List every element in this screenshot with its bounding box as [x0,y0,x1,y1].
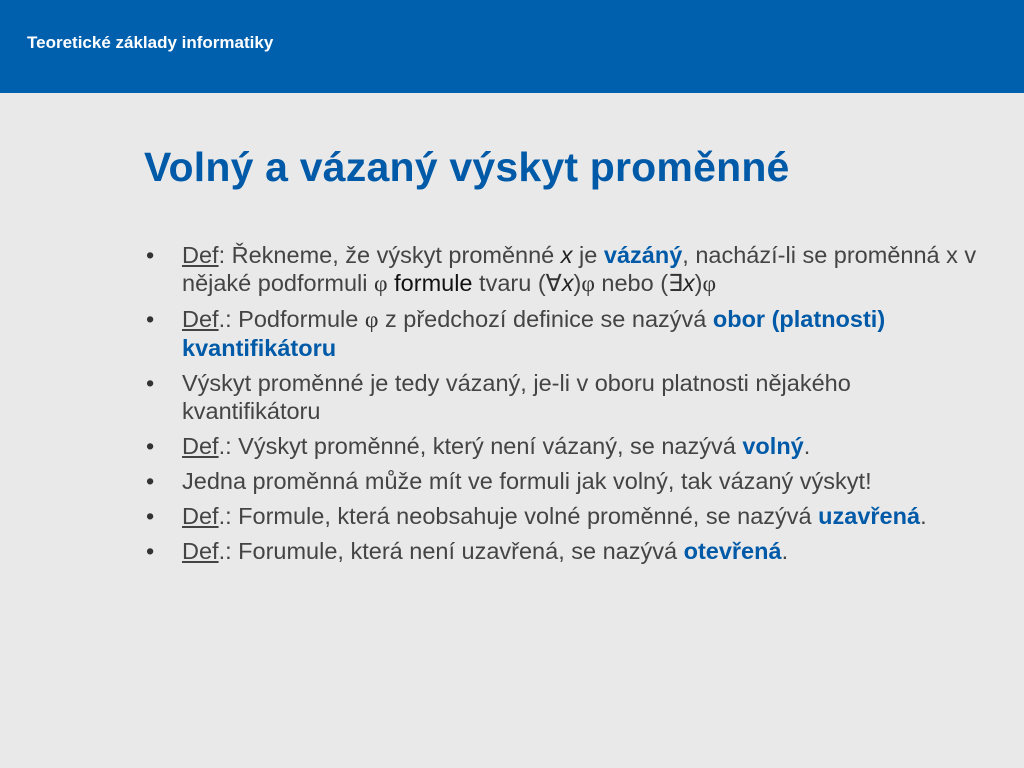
bullet-marker: • [146,538,155,564]
term-free: volný [742,433,804,459]
bullet-text: .: Výskyt proměnné, který není vázaný, se nazývá [218,433,743,459]
phi-symbol: φ [374,271,388,297]
bullet-text: .: Forumule, která není uzavřená, se nazývá [218,538,684,564]
bullet-closed-formula-definition [144,502,984,530]
bullet-text: z předchozí definice se nazývá [378,306,713,332]
bullet-text: . [781,538,789,564]
def-label: Def [182,538,219,564]
definition-list [144,241,984,572]
def-label: Def [182,242,219,268]
slide-title: Volný a vázaný výskyt proměnné [144,144,790,190]
header-bar [0,0,1024,93]
def-label: Def [182,503,219,529]
variable-x: x [560,242,573,268]
phi-symbol: φ [364,307,379,333]
bullet-text: je [572,242,604,268]
bullet-marker: • [146,503,155,529]
bullet-text: ) [573,270,582,296]
bullet-text: tvaru ( [472,270,546,296]
phi-symbol: φ [702,271,717,297]
bullet-free-occurrence-definition [144,432,984,460]
bullet-marker: • [146,370,155,396]
bullet-free-and-bound-note [144,467,984,495]
bullet-marker: • [146,468,155,494]
bullet-text: . [803,433,811,459]
variable-x: x [561,270,574,296]
bullet-bound-explanation [144,369,984,425]
def-label: Def [182,433,219,459]
bullet-marker: • [146,433,155,459]
term-closed: uzavřená [818,503,921,529]
def-label: Def [182,306,219,332]
bullet-bound-occurrence-definition [144,241,984,298]
bullet-text: .: Formule, která neobsahuje volné proměnné, se nazývá [218,503,819,529]
bullet-text: Jedna proměnná může mít ve formuli jak volný, tak vázaný výskyt! [182,468,872,494]
term-bound: vázáný [603,242,683,268]
course-title: Teoretické základy informatiky [27,33,274,52]
bullet-text: . [920,503,927,529]
bullet-open-formula-definition [144,537,984,565]
bullet-marker: • [146,242,155,268]
bullet-text: : Řekneme, že výskyt proměnné [218,242,561,268]
variable-x: x [682,270,695,296]
formule-word: formule [394,270,473,296]
bullet-quantifier-scope-definition [144,305,984,362]
exists-symbol: ∃ [668,271,683,297]
bullet-text: ) [694,270,703,296]
forall-symbol: ∀ [545,271,562,297]
bullet-marker: • [146,306,155,332]
bullet-text: , nachází-li se proměnná x v nějaké podformuli [182,242,977,296]
bullet-text: .: Podformule [218,306,365,332]
bullet-text: nebo ( [594,270,669,296]
bullet-text: Výskyt proměnné je tedy vázaný, je-li v oboru platnosti nějakého kvantifikátoru [182,370,851,424]
term-open: otevřená [683,538,782,564]
phi-symbol: φ [581,271,595,297]
term-quantifier-scope: obor (platnosti) kvantifikátoru [182,306,886,361]
